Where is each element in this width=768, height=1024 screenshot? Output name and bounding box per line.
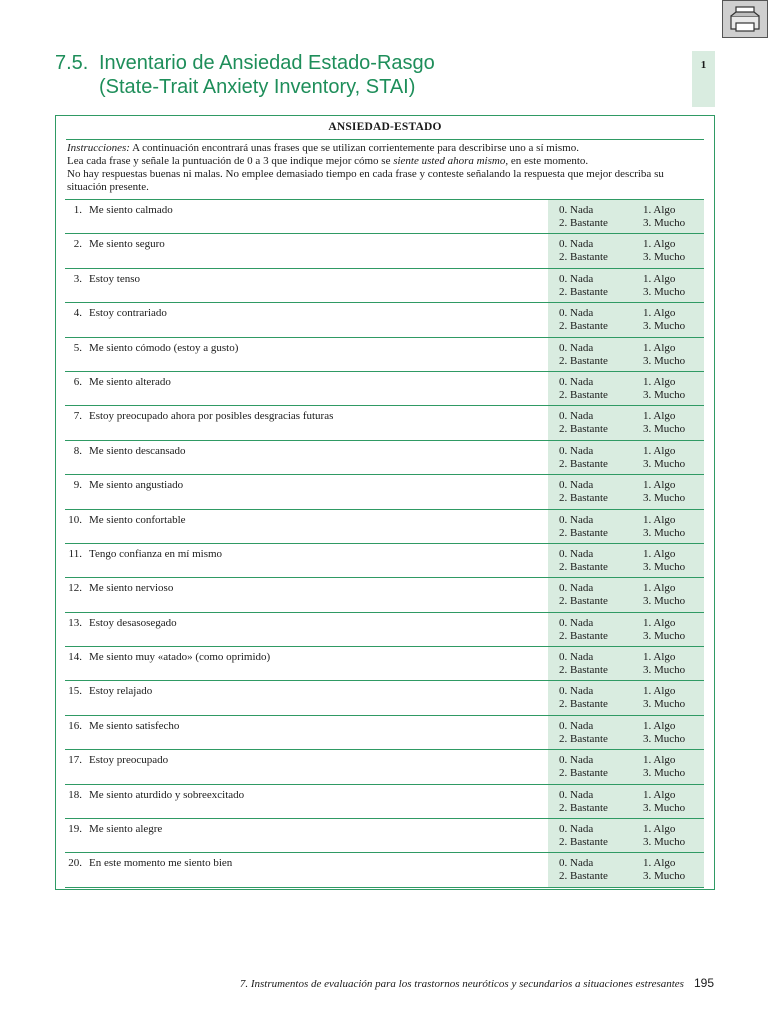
list-item bbox=[65, 578, 704, 612]
tab-number: 1 bbox=[700, 59, 707, 71]
item-number: 17. bbox=[68, 754, 82, 767]
item-number: 7. bbox=[73, 410, 82, 423]
answer-option-0[interactable]: 0. Nada bbox=[559, 823, 594, 836]
answer-option-1[interactable]: 1. Algo bbox=[643, 754, 676, 767]
answer-options bbox=[548, 750, 704, 783]
answer-option-2[interactable]: 2. Bastante bbox=[559, 388, 608, 401]
print-button[interactable] bbox=[722, 0, 768, 38]
answer-option-2[interactable]: 2. Bastante bbox=[559, 285, 608, 298]
answer-options bbox=[548, 613, 704, 646]
answer-option-1[interactable]: 1. Algo bbox=[643, 410, 676, 423]
answer-option-1[interactable]: 1. Algo bbox=[643, 823, 676, 836]
list-item bbox=[65, 819, 704, 853]
answer-option-1[interactable]: 1. Algo bbox=[643, 788, 676, 801]
answer-option-2[interactable]: 2. Bastante bbox=[559, 492, 608, 505]
item-number: 19. bbox=[68, 823, 82, 836]
answer-option-3[interactable]: 3. Mucho bbox=[643, 285, 686, 298]
answer-option-1[interactable]: 1. Algo bbox=[643, 307, 676, 320]
list-item bbox=[65, 853, 704, 887]
item-number: 9. bbox=[73, 479, 82, 492]
answer-option-3[interactable]: 3. Mucho bbox=[643, 664, 686, 677]
answer-option-0[interactable]: 0. Nada bbox=[559, 651, 594, 664]
item-text: Me siento cómodo (estoy a gusto) bbox=[89, 341, 239, 354]
footer-chapter: 7. Instrumentos de evaluación para los trastornos neuróticos y secundarios a situaciones estresantes bbox=[239, 978, 684, 990]
item-text: Estoy preocupado ahora por posibles desgracias futuras bbox=[89, 410, 334, 423]
list-item bbox=[65, 681, 704, 715]
answer-option-0[interactable]: 0. Nada bbox=[559, 204, 594, 216]
item-number: 1. bbox=[73, 204, 82, 216]
printer-icon bbox=[727, 4, 763, 34]
answer-options bbox=[548, 647, 704, 680]
item-number: 15. bbox=[68, 685, 82, 698]
list-item bbox=[65, 338, 704, 372]
answer-options bbox=[548, 234, 704, 267]
answer-option-0[interactable]: 0. Nada bbox=[559, 547, 594, 560]
answer-option-1[interactable]: 1. Algo bbox=[643, 375, 676, 388]
answer-option-0[interactable]: 0. Nada bbox=[559, 719, 594, 732]
item-number: 3. bbox=[73, 272, 82, 285]
list-item bbox=[65, 475, 704, 509]
list-item bbox=[65, 750, 704, 784]
answer-option-1[interactable]: 1. Algo bbox=[643, 341, 676, 354]
answer-option-2[interactable]: 2. Bastante bbox=[559, 423, 608, 436]
answer-option-0[interactable]: 0. Nada bbox=[559, 788, 594, 801]
answer-option-3[interactable]: 3. Mucho bbox=[643, 526, 686, 539]
answer-options bbox=[548, 681, 704, 714]
list-item bbox=[65, 269, 704, 303]
answer-option-2[interactable]: 2. Bastante bbox=[559, 217, 608, 229]
answer-option-0[interactable]: 0. Nada bbox=[559, 375, 594, 388]
answer-option-3[interactable]: 3. Mucho bbox=[643, 320, 686, 333]
list-item bbox=[65, 510, 704, 544]
item-number: 8. bbox=[73, 444, 82, 457]
list-item bbox=[65, 544, 704, 578]
item-number: 10. bbox=[68, 513, 82, 526]
answer-option-3[interactable]: 3. Mucho bbox=[643, 732, 686, 745]
instructions-label: Instrucciones: bbox=[67, 142, 130, 154]
answer-option-3[interactable]: 3. Mucho bbox=[643, 560, 686, 573]
answer-option-0[interactable]: 0. Nada bbox=[559, 479, 594, 492]
list-item bbox=[65, 441, 704, 475]
answer-options bbox=[548, 441, 704, 474]
answer-option-2[interactable]: 2. Bastante bbox=[559, 767, 608, 780]
item-text: Estoy tenso bbox=[89, 272, 141, 285]
answer-option-2[interactable]: 2. Bastante bbox=[559, 320, 608, 333]
answer-options bbox=[548, 819, 704, 852]
answer-option-2[interactable]: 2. Bastante bbox=[559, 251, 608, 264]
page-number: 195 bbox=[693, 976, 714, 990]
list-item bbox=[65, 785, 704, 819]
answer-option-0[interactable]: 0. Nada bbox=[559, 238, 594, 251]
answer-option-2[interactable]: 2. Bastante bbox=[559, 836, 608, 849]
answer-options bbox=[548, 578, 704, 611]
list-item bbox=[65, 303, 704, 337]
list-item bbox=[65, 200, 704, 234]
answer-option-0[interactable]: 0. Nada bbox=[559, 754, 594, 767]
item-text: Me siento calmado bbox=[89, 204, 173, 216]
answer-option-0[interactable]: 0. Nada bbox=[559, 341, 594, 354]
answer-option-1[interactable]: 1. Algo bbox=[643, 272, 676, 285]
answer-option-1[interactable]: 1. Algo bbox=[643, 238, 676, 251]
answer-options bbox=[548, 510, 704, 543]
title-line-2: (State-Trait Anxiety Inventory, STAI) bbox=[99, 76, 416, 98]
answer-option-2[interactable]: 2. Bastante bbox=[559, 732, 608, 745]
item-text: Estoy relajado bbox=[89, 685, 153, 698]
answer-option-2[interactable]: 2. Bastante bbox=[559, 870, 608, 883]
item-number: 20. bbox=[68, 857, 82, 870]
item-text: Me siento nervioso bbox=[89, 582, 174, 595]
answer-option-1[interactable]: 1. Algo bbox=[643, 857, 676, 870]
answer-option-3[interactable]: 3. Mucho bbox=[643, 251, 686, 264]
answer-option-2[interactable]: 2. Bastante bbox=[559, 457, 608, 470]
item-number: 13. bbox=[68, 616, 82, 629]
item-text: Estoy preocupado bbox=[89, 754, 169, 767]
answer-option-1[interactable]: 1. Algo bbox=[643, 204, 676, 216]
answer-option-0[interactable]: 0. Nada bbox=[559, 857, 594, 870]
answer-option-3[interactable]: 3. Mucho bbox=[643, 354, 686, 367]
answer-option-1[interactable]: 1. Algo bbox=[643, 616, 676, 629]
answer-option-3[interactable]: 3. Mucho bbox=[643, 698, 686, 711]
title-line-1: Inventario de Ansiedad Estado-Rasgo bbox=[99, 52, 435, 74]
answer-option-3[interactable]: 3. Mucho bbox=[643, 595, 686, 608]
answer-option-0[interactable]: 0. Nada bbox=[559, 513, 594, 526]
item-text: En este momento me siento bien bbox=[89, 857, 233, 870]
list-item bbox=[65, 372, 704, 406]
answer-option-1[interactable]: 1. Algo bbox=[643, 685, 676, 698]
answer-option-3[interactable]: 3. Mucho bbox=[643, 423, 686, 436]
instructions-line-2-italic: siente usted ahora mismo bbox=[393, 155, 506, 167]
answer-option-2[interactable]: 2. Bastante bbox=[559, 595, 608, 608]
answer-option-1[interactable]: 1. Algo bbox=[643, 582, 676, 595]
answer-option-0[interactable]: 0. Nada bbox=[559, 685, 594, 698]
item-text: Me siento seguro bbox=[89, 238, 165, 251]
answer-options bbox=[548, 303, 704, 336]
section-number: 7.5. bbox=[55, 52, 89, 74]
answer-option-1[interactable]: 1. Algo bbox=[643, 547, 676, 560]
answer-options bbox=[548, 406, 704, 439]
answer-option-3[interactable]: 3. Mucho bbox=[643, 492, 686, 505]
section-tab bbox=[692, 51, 715, 107]
item-number: 4. bbox=[73, 307, 82, 320]
list-item bbox=[65, 647, 704, 681]
instructions-line-1: A continuación encontrará unas frases que se utilizan corrientemente para describirse uno a sí mismo. bbox=[129, 142, 579, 154]
item-text: Tengo confianza en mí mismo bbox=[89, 547, 223, 560]
item-list bbox=[65, 199, 704, 888]
form-title: ANSIEDAD-ESTADO bbox=[66, 121, 704, 140]
answer-options bbox=[548, 544, 704, 577]
item-text: Me siento satisfecho bbox=[89, 719, 180, 732]
item-text: Estoy contrariado bbox=[89, 307, 167, 320]
answer-options bbox=[548, 785, 704, 818]
item-text: Me siento confortable bbox=[89, 513, 186, 526]
answer-option-3[interactable]: 3. Mucho bbox=[643, 836, 686, 849]
answer-option-0[interactable]: 0. Nada bbox=[559, 272, 594, 285]
item-number: 18. bbox=[68, 788, 82, 801]
answer-option-0[interactable]: 0. Nada bbox=[559, 616, 594, 629]
answer-option-2[interactable]: 2. Bastante bbox=[559, 664, 608, 677]
answer-option-2[interactable]: 2. Bastante bbox=[559, 526, 608, 539]
answer-option-3[interactable]: 3. Mucho bbox=[643, 767, 686, 780]
instructions-line-2a: Lea cada frase y señale la puntuación de 0 a 3 que indique mejor cómo se bbox=[67, 155, 394, 167]
item-text: Me siento alterado bbox=[89, 375, 171, 388]
item-text: Me siento descansado bbox=[89, 444, 186, 457]
answer-options bbox=[548, 372, 704, 405]
instructions bbox=[67, 142, 702, 194]
answer-option-0[interactable]: 0. Nada bbox=[559, 582, 594, 595]
answer-option-1[interactable]: 1. Algo bbox=[643, 444, 676, 457]
answer-options bbox=[548, 200, 704, 233]
answer-options bbox=[548, 716, 704, 749]
page-title bbox=[55, 51, 435, 99]
questionnaire-form bbox=[55, 115, 715, 890]
item-number: 12. bbox=[68, 582, 82, 595]
list-item bbox=[65, 406, 704, 440]
answer-option-3[interactable]: 3. Mucho bbox=[643, 870, 686, 883]
item-text: Estoy desasosegado bbox=[89, 616, 177, 629]
answer-option-0[interactable]: 0. Nada bbox=[559, 444, 594, 457]
item-number: 6. bbox=[73, 375, 82, 388]
answer-option-0[interactable]: 0. Nada bbox=[559, 410, 594, 423]
list-item bbox=[65, 234, 704, 268]
answer-options bbox=[548, 853, 704, 886]
answer-option-2[interactable]: 2. Bastante bbox=[559, 698, 608, 711]
list-item bbox=[65, 613, 704, 647]
answer-option-1[interactable]: 1. Algo bbox=[643, 651, 676, 664]
item-number: 11. bbox=[68, 547, 82, 560]
item-number: 2. bbox=[73, 238, 82, 251]
answer-option-2[interactable]: 2. Bastante bbox=[559, 629, 608, 642]
answer-options bbox=[548, 338, 704, 371]
answer-option-3[interactable]: 3. Mucho bbox=[643, 388, 686, 401]
answer-option-0[interactable]: 0. Nada bbox=[559, 307, 594, 320]
item-number: 5. bbox=[73, 341, 82, 354]
answer-option-3[interactable]: 3. Mucho bbox=[643, 801, 686, 814]
answer-option-2[interactable]: 2. Bastante bbox=[559, 560, 608, 573]
answer-option-1[interactable]: 1. Algo bbox=[643, 513, 676, 526]
page-footer bbox=[55, 976, 714, 990]
answer-option-3[interactable]: 3. Mucho bbox=[643, 629, 686, 642]
answer-option-1[interactable]: 1. Algo bbox=[643, 719, 676, 732]
item-text: Me siento angustiado bbox=[89, 479, 184, 492]
item-number: 14. bbox=[68, 651, 82, 664]
answer-option-3[interactable]: 3. Mucho bbox=[643, 457, 686, 470]
answer-options bbox=[548, 269, 704, 302]
answer-option-1[interactable]: 1. Algo bbox=[643, 479, 676, 492]
instructions-line-3: No hay respuestas buenas ni malas. No emplee demasiado tiempo en cada frase y conteste señalando la respuesta que mejor describa su situación presente. bbox=[67, 168, 664, 193]
answer-option-2[interactable]: 2. Bastante bbox=[559, 354, 608, 367]
item-text: Me siento aturdido y sobreexcitado bbox=[89, 788, 245, 801]
answer-option-2[interactable]: 2. Bastante bbox=[559, 801, 608, 814]
instructions-line-2b: , en este momento. bbox=[505, 155, 589, 167]
answer-option-3[interactable]: 3. Mucho bbox=[643, 217, 686, 229]
item-text: Me siento alegre bbox=[89, 823, 163, 836]
list-item bbox=[65, 716, 704, 750]
answer-options bbox=[548, 475, 704, 508]
item-text: Me siento muy «atado» (como oprimido) bbox=[89, 651, 271, 664]
item-number: 16. bbox=[68, 719, 82, 732]
